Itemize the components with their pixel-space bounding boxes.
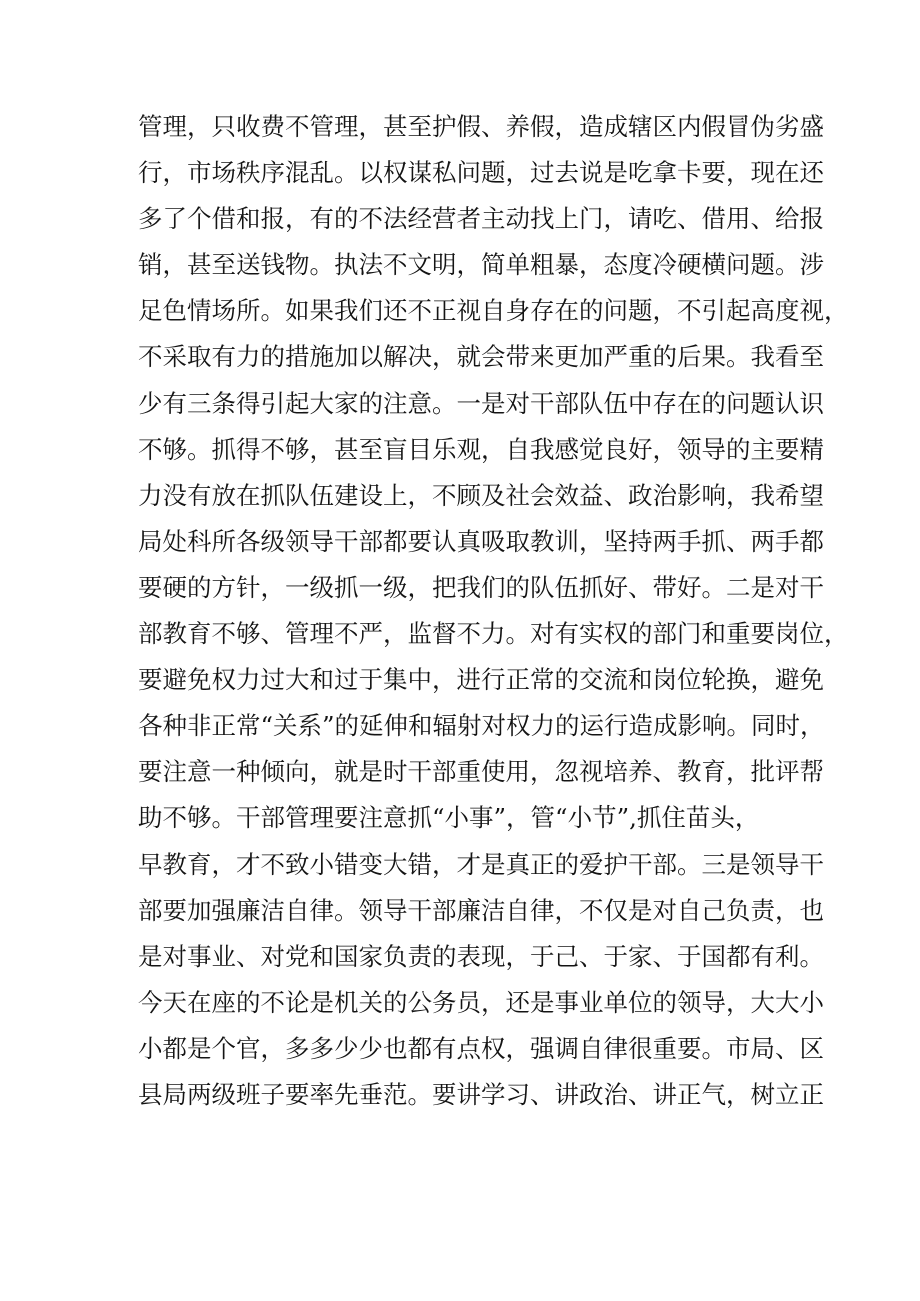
text-line-11: 要硬的方针，一级抓一级，把我们的队伍抓好、带好。二是对干: [138, 572, 824, 602]
text-line-8: 不够。抓得不够，甚至盲目乐观，自我感觉良好，领导的主要精: [138, 434, 824, 464]
text-line-5: 足色情场所。如果我们还不正视自身存在的问题，不引起高度视，: [138, 296, 849, 326]
text-line-1: 管理，只收费不管理，甚至护假、养假，造成辖区内假冒伪劣盛: [138, 112, 824, 141]
text-line-3: 多了个借和报，有的不法经营者主动找上门，请吃、借用、给报: [138, 204, 824, 234]
text-line-18: 部要加强廉洁自律。领导干部廉洁自律，不仅是对自己负责，也: [138, 895, 824, 925]
text-line-6: 不采取有力的措施加以解决，就会带来更加严重的后果。我看至: [138, 342, 824, 372]
text-line-17: 早教育，才不致小错变大错，才是真正的爱护干部。三是领导干: [138, 849, 824, 879]
text-line-12: 部教育不够、管理不严，监督不力。对有实权的部门和重要岗位，: [138, 619, 849, 649]
text-line-14: 各种非正常“关系”的延伸和辐射对权力的运行造成影响。同时，: [138, 711, 825, 741]
text-line-20: 今天在座的不论是机关的公务员，还是事业单位的领导，大大小: [138, 987, 824, 1017]
text-line-2: 行，市场秩序混乱。以权谋私问题，过去说是吃拿卡要，现在还: [138, 158, 824, 188]
text-line-4: 销，甚至送钱物。执法不文明，简单粗暴，态度冷硬横问题。涉: [138, 250, 824, 280]
text-line-19: 是对事业、对党和国家负责的表现，于己、于家、于国都有利。: [138, 941, 824, 971]
text-line-15: 要注意一种倾向，就是时干部重使用，忽视培养、教育，批评帮: [138, 757, 824, 787]
text-line-9: 力没有放在抓队伍建设上，不顾及社会效益、政治影响，我希望: [138, 480, 824, 510]
text-line-7: 少有三条得引起大家的注意。一是对干部队伍中存在的问题认识: [138, 388, 824, 418]
body-text: [138, 104, 849, 1118]
text-line-21: 小都是个官，多多少少也都有点权，强调自律很重要。市局、区: [138, 1033, 824, 1063]
text-line-10: 局处科所各级领导干部都要认真吸取教训，坚持两手抓、两手都: [138, 526, 824, 556]
text-line-13: 要避免权力过大和过于集中，进行正常的交流和岗位轮换，避免: [138, 665, 824, 695]
text-line-16: 助不够。干部管理要注意抓“小事”，管“小节”,抓住苗头，: [138, 803, 760, 833]
text-line-22: 县局两级班子要率先垂范。要讲学习、讲政治、讲正气，树立正: [138, 1079, 824, 1109]
